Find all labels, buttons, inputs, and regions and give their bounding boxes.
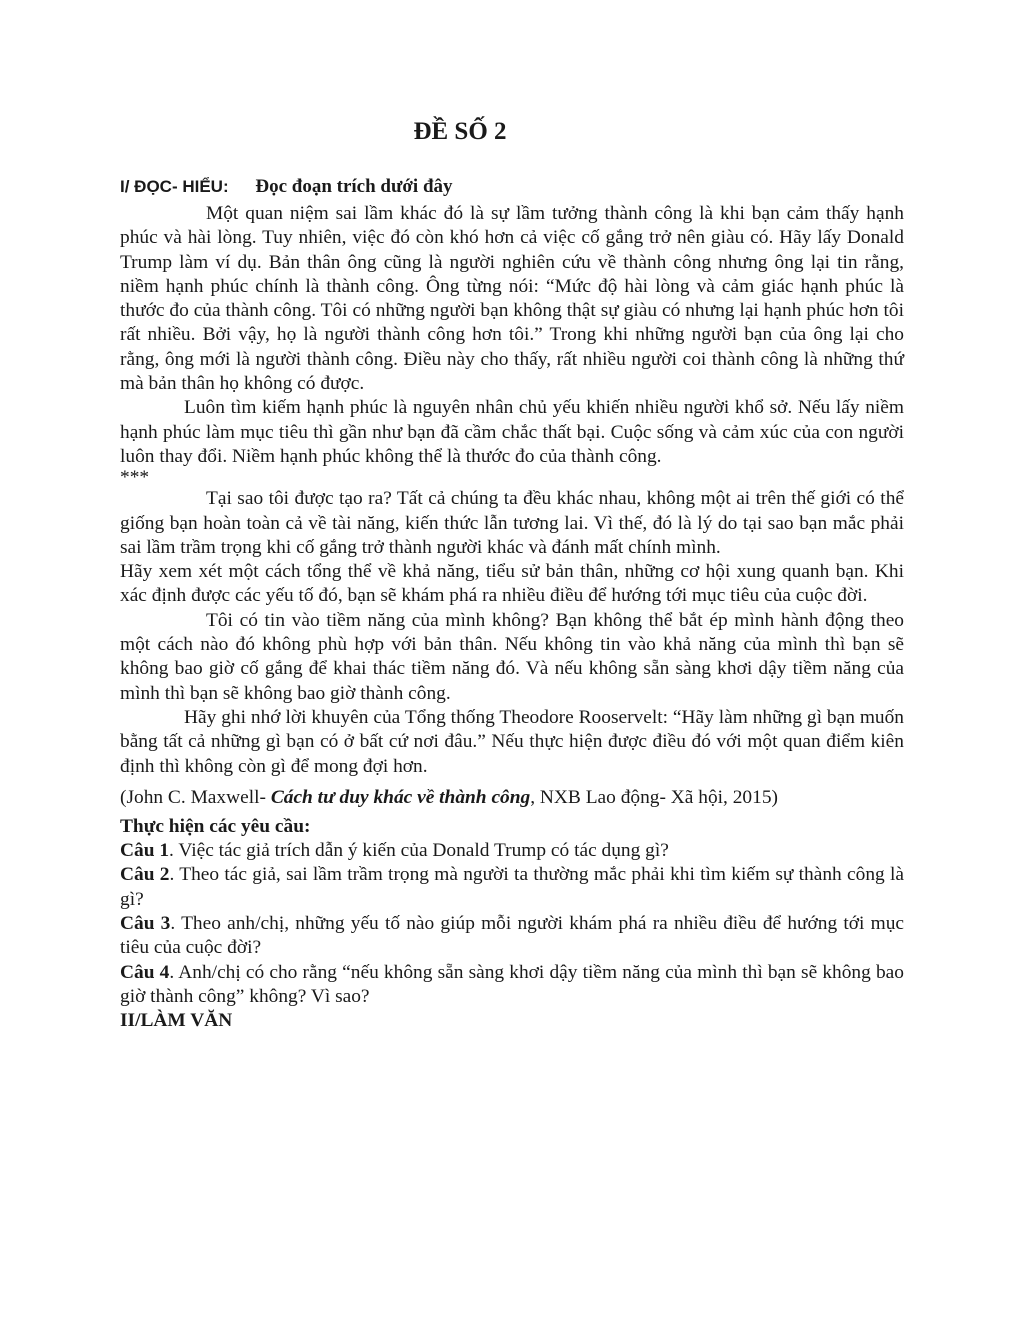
passage-paragraph-2: Luôn tìm kiếm hạnh phúc là nguyên nhân chủ yếu khiến nhiều người khổ sở. Nếu lấy niềm hạnh phúc làm mục tiêu thì gần như bạn đã cầm chắc thất bại. Cuộc sống và cảm xúc của con người luôn thay đổi. Niềm hạnh phúc không thể là thước đo của thành công. bbox=[120, 397, 904, 467]
section1-heading bbox=[120, 176, 910, 198]
question-4-label: Câu 4 bbox=[120, 961, 170, 983]
passage-paragraph-1: Một quan niệm sai lầm khác đó là sự lầm tưởng thành công là khi bạn cảm thấy hạnh phúc và hài lòng. Tuy nhiên, việc đó còn khó hơn cả việc cố gắng trở nên giàu có. Hãy lấy Donald Trump làm ví dụ. Bản thân ông cũng là người nghiên cứu về thành công nhưng ông lại tin rằng, niềm hạnh phúc chính là thành công. Ông từng nói: “Mức độ hài lòng và cảm giác hạnh phúc là thước đo của thành công. Tôi có những người bạn không thật sự giàu có nhưng lại hạnh phúc hơn tôi rất nhiều. Bởi vậy, họ là người thành công hơn tôi.” Trong khi những người bạn của ông lại cho rằng, ông mới là người thành công. Điều này cho thấy, rất nhiều người coi thành công là những thứ mà bản thân họ không có được. bbox=[120, 203, 904, 395]
source-prefix: (John C. Maxwell- bbox=[120, 786, 271, 808]
question-1 bbox=[120, 839, 904, 863]
section1-instruction: Đọc đoạn trích dưới đây bbox=[255, 176, 453, 197]
passage-paragraph-3: Tại sao tôi được tạo ra? Tất cả chúng ta đều khác nhau, không một ai trên thế giới có thể giống bạn hoàn toàn cả về tài năng, kiến thức lẫn tương lai. Vì thế, đó là lý do tại sao bạn mắc phải sai lầm trầm trọng khi cố gắng trở thành người khác và đánh mất chính mình. bbox=[120, 488, 904, 558]
passage-source bbox=[120, 781, 904, 815]
document-title: ĐỀ SỐ 2 bbox=[413, 118, 507, 145]
question-3-label: Câu 3 bbox=[120, 913, 171, 935]
question-3 bbox=[120, 912, 904, 961]
section1-label: I/ ĐỌC- HIỂU: bbox=[120, 177, 229, 196]
question-4 bbox=[120, 961, 904, 1010]
question-1-label: Câu 1 bbox=[120, 840, 170, 862]
requirements-title: Thực hiện các yêu cầu: bbox=[120, 815, 311, 837]
source-suffix: , NXB Lao động- Xã hội, 2015) bbox=[530, 786, 778, 808]
passage-paragraph-6: Hãy ghi nhớ lời khuyên của Tổng thống Theodore Rooservelt: “Hãy làm những gì bạn muốn bằng tất cả những gì bạn có ở bất cứ nơi đâu.” Nếu thực hiện được điều đó với một quan điểm kiên định thì không còn gì để mong đợi hơn. bbox=[120, 706, 904, 777]
question-4-text: . Anh/chị có cho rằng “nếu không sẵn sàng khơi dậy tiềm năng của mình thì bạn sẽ không bao giờ thành công” không? Vì sao? bbox=[120, 961, 904, 1007]
passage-paragraph-4: Hãy xem xét một cách tổng thể về khả năng, tiểu sử bản thân, những cơ hội xung quanh bạn. Khi xác định được các yếu tố đó, bạn sẽ khám phá ra nhiều điều để hướng tới mục tiêu của cuộc đời. bbox=[120, 561, 904, 607]
document-body bbox=[120, 202, 904, 1034]
question-1-text: . Việc tác giả trích dẫn ý kiến của Donald Trump có tác dụng gì? bbox=[169, 840, 669, 862]
question-2-text: . Theo tác giả, sai lầm trầm trọng mà người ta thường mắc phải khi tìm kiếm sự thành công là gì? bbox=[120, 864, 904, 910]
question-2-label: Câu 2 bbox=[120, 864, 170, 886]
passage-separator: *** bbox=[120, 467, 150, 489]
section2-heading: II/LÀM VĂN bbox=[120, 1010, 233, 1032]
passage-paragraph-5: Tôi có tin vào tiềm năng của mình không? Bạn không thể bắt ép mình hành động theo một cách nào đó không phù hợp với bản thân. Nếu không tin vào khả năng của mình thì bạn sẽ không bao giờ cố gắng để khai thác tiềm năng đó. Và nếu không sẵn sàng khơi dậy tiềm năng của mình thì bạn sẽ không bao giờ thành công. bbox=[120, 609, 904, 704]
question-2 bbox=[120, 863, 904, 912]
question-3-text: . Theo anh/chị, những yếu tố nào giúp mỗi người khám phá ra nhiều điều để hướng tới mục tiêu của cuộc đời? bbox=[120, 913, 904, 959]
source-book-title: Cách tư duy khác về thành công bbox=[270, 786, 531, 808]
